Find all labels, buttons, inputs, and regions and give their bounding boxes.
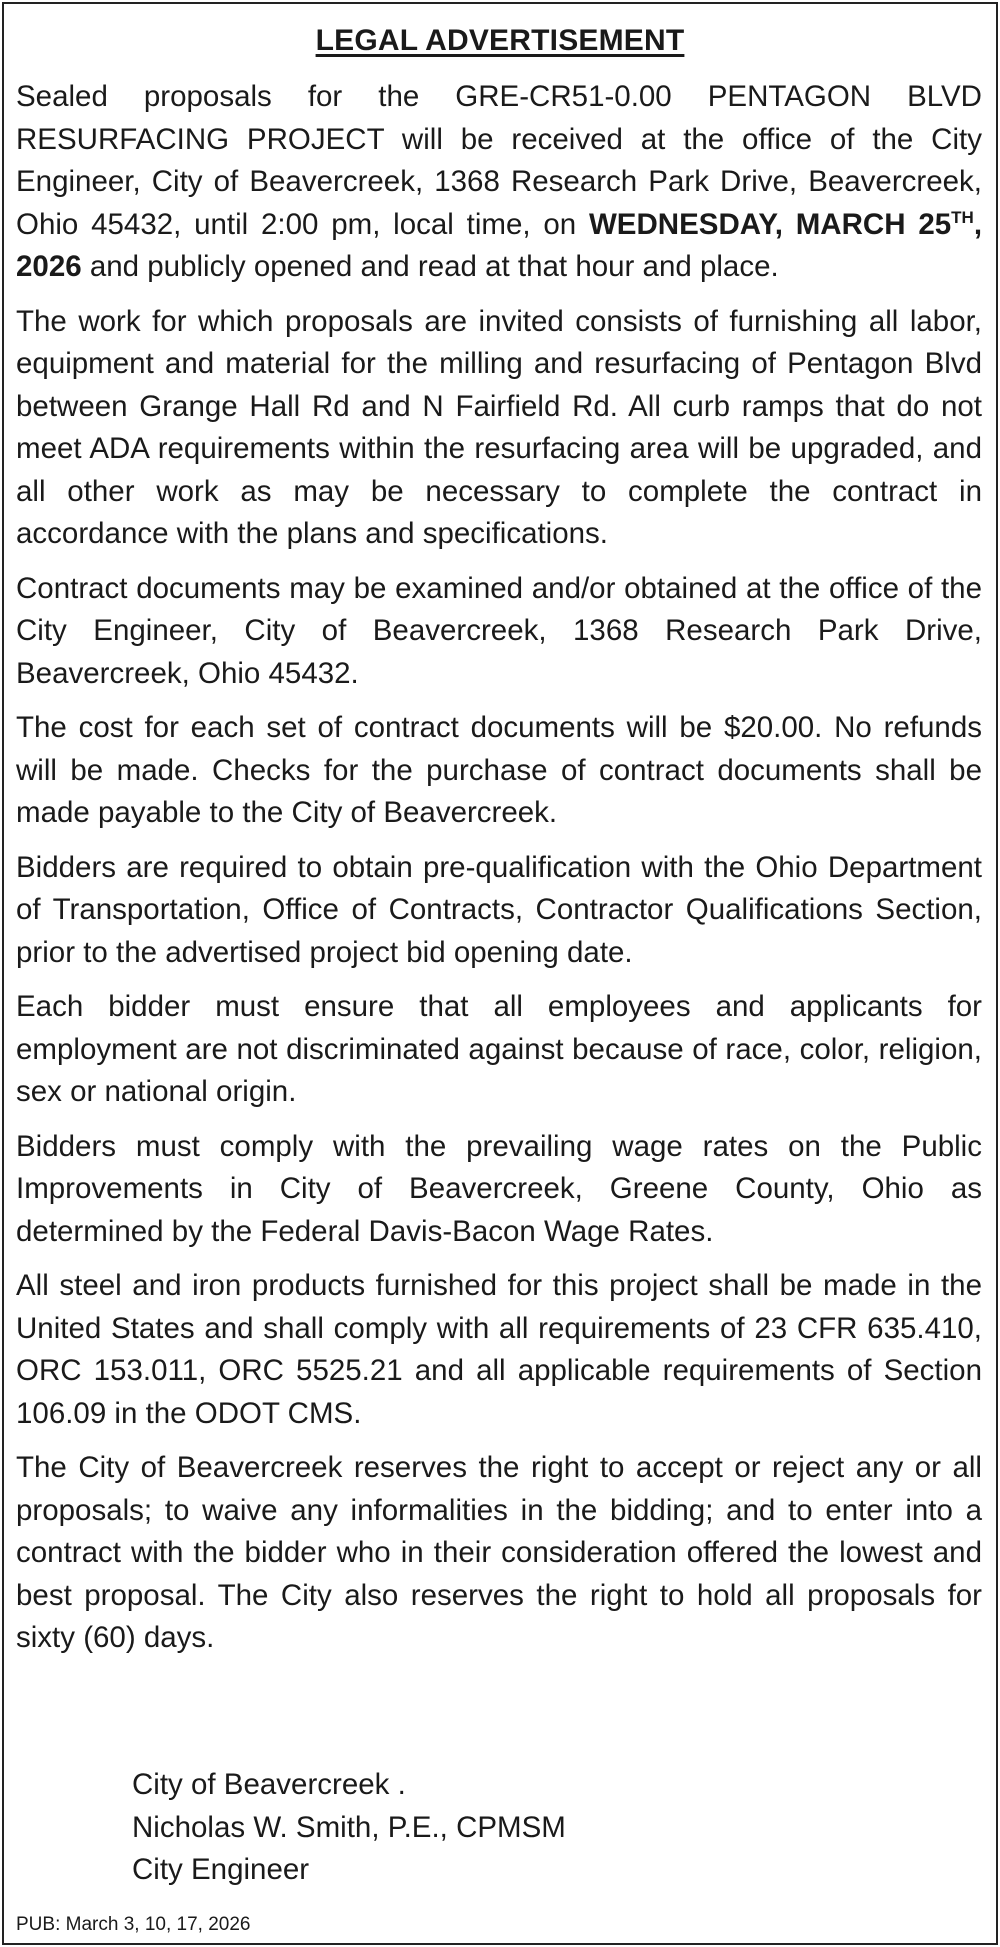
signature-block [132, 1764, 566, 1892]
proposals-text-end: and publicly opened and read at that hour and place. [81, 250, 779, 283]
paragraph-rights-reserved: The City of Beavercreek reserves the right to accept or reject any or all proposals; to waive any informalities in the bidding; and to enter into a contract with the bidder who in their consideration offered the lowest and best proposal. The City also reserves the right to hold all proposals for sixty (60) days. [16, 1451, 982, 1654]
ad-body [16, 76, 982, 1672]
proposals-text: Sealed proposals for the GRE-CR51-0.00 PENTAGON BLVD RESURFACING PROJECT will be received at the office of the City Engineer, City of Beavercreek, 1368 Research Park Drive, Beavercreek, Ohio 45432, until 2:00 pm, local time, on [16, 80, 982, 241]
signature-title: City Engineer [132, 1853, 310, 1886]
bid-date-year: , 2026 [16, 207, 983, 283]
signature-name: Nicholas W. Smith, P.E., CPMSM [132, 1810, 566, 1844]
paragraph-steel-iron: All steel and iron products furnished for this project shall be made in the United States and shall comply with all requirements of 23 CFR 635.410, ORC 153.011, ORC 5525.21 and all applicable requirements of Section 106.09 in the ODOT CMS. [16, 1269, 982, 1430]
paragraph-wage-rates: Bidders must comply with the prevailing wage rates on the Public Improvements in City of Beavercreek, Greene County, Ohio as determined by the Federal Davis-Bacon Wage Rates. [16, 1129, 982, 1248]
paragraph-prequalification: Bidders are required to obtain pre-qualification with the Ohio Department of Transportation, Office of Contracts, Contractor Qualifications Section, prior to the advertised project bid opening date. [16, 850, 982, 969]
paragraph-document-cost: The cost for each set of contract documents will be $20.00. No refunds will be made. Checks for the purchase of contract documents shall be made payable to the City of Beavercreek. [16, 711, 982, 829]
publication-dates: PUB: March 3, 10, 17, 2026 [16, 1914, 251, 1935]
paragraph-contract-documents: Contract documents may be examined and/or obtained at the office of the City Engineer, City of Beavercreek, 1368 Research Park Drive, Beavercreek, Ohio 45432. [16, 571, 982, 690]
bid-date-text: WEDNESDAY, MARCH 25 [588, 207, 952, 241]
paragraph-nondiscrimination: Each bidder must ensure that all employees and applicants for employment are not discriminated against because of race, color, religion, sex or national origin. [16, 990, 982, 1108]
signature-city: City of Beavercreek . [132, 1768, 406, 1801]
ad-title: LEGAL ADVERTISEMENT [315, 24, 685, 57]
paragraph-work-scope: The work for which proposals are invited consists of furnishing all labor, equipment and material for the milling and resurfacing of Pentagon Blvd between Grange Hall Rd and N Fairfield Rd. All curb ramps that do not meet ADA requirements within the resurfacing area will be upgraded, and all other work as may be necessary to complete the contract in accordance with the plans and specifications. [16, 304, 982, 550]
bid-date-suffix: TH [951, 207, 974, 227]
paragraph-proposals [16, 76, 982, 289]
